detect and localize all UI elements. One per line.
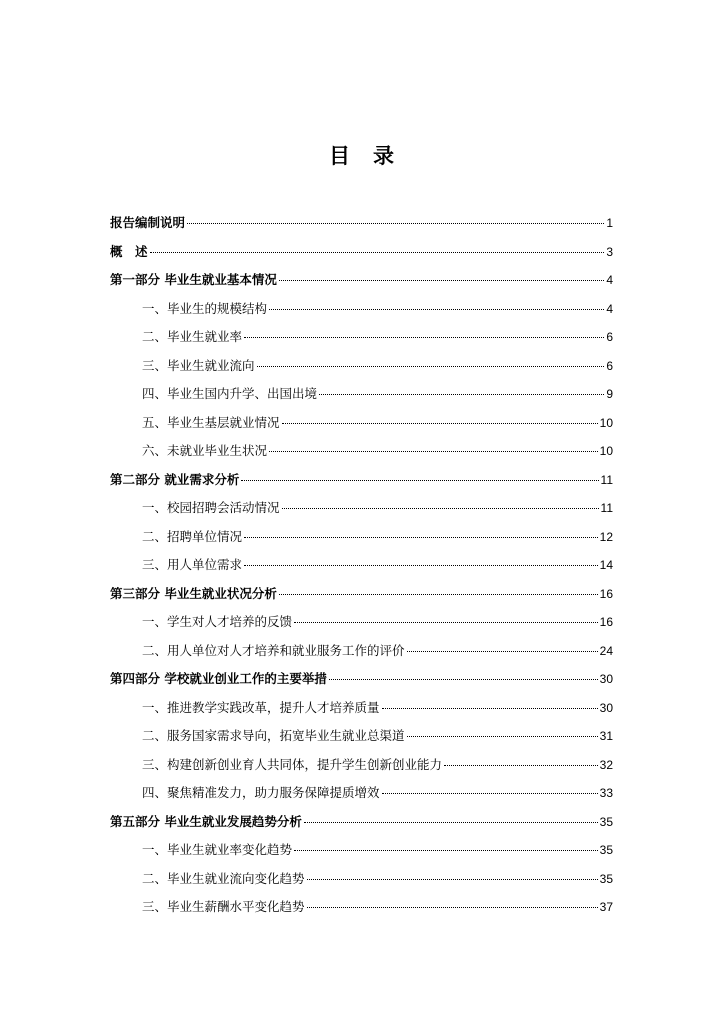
toc-subsection-entry[interactable] [110,409,613,438]
toc-entry-label: 四、聚焦精准发力，助力服务保障提质增效 [142,785,380,800]
toc-dot-leader [307,907,598,908]
toc-entry-label: 一、推进教学实践改革，提升人才培养质量 [142,699,380,715]
toc-dot-leader [257,366,605,367]
toc-entry-label: 三、毕业生薪酬水平变化趋势 [142,899,305,914]
toc-entry-label: 二、服务国家需求导向，拓宽毕业生就业总渠道 [142,728,405,743]
toc-dot-leader [279,594,598,595]
toc-dot-leader [269,451,598,452]
toc-page-number: 37 [599,900,613,914]
toc-subsection-entry[interactable] [110,779,613,808]
toc-page-number: 10 [599,415,613,430]
toc-entry-label: 二、毕业生就业流向变化趋势 [142,870,305,886]
toc-dot-leader [382,708,598,709]
toc-entry-label: 报告编制说明 [110,215,186,230]
toc-entry-label: 第五部分 毕业生就业发展趋势分析 [110,813,302,829]
toc-subsection-entry[interactable] [110,494,613,523]
toc-entry-label: 二、毕业生就业率 [142,329,243,344]
toc-entry-label: 第三部分 毕业生就业状况分析 [110,585,277,601]
toc-page-number: 11 [600,472,613,487]
toc-dot-leader [304,822,598,823]
toc-section-entry[interactable] [110,209,613,238]
toc-page-number: 35 [599,843,613,857]
table-of-contents [110,209,613,922]
toc-subsection-entry[interactable] [110,836,613,865]
toc-dot-leader [244,337,604,338]
toc-entry-label: 三、毕业生就业流向 [142,357,255,373]
toc-subsection-entry[interactable] [110,551,613,580]
toc-entry-label: 一、校园招聘会活动情况 [142,500,280,515]
toc-entry-label: 六、未就业毕业生状况 [142,443,268,458]
toc-entry-label: 三、用人单位需求 [142,557,243,572]
toc-entry-label: 三、构建创新创业育人共同体，提升学生创新创业能力 [142,756,443,772]
toc-dot-leader [307,879,598,880]
toc-subsection-entry[interactable] [110,352,613,381]
page-title: 目 录 [329,143,395,168]
toc-page-number: 14 [599,558,613,572]
toc-subsection-entry[interactable] [110,608,613,637]
toc-page-number: 9 [606,387,613,401]
toc-dot-leader [407,651,598,652]
toc-entry-label: 概 述 [110,243,148,259]
toc-dot-leader [282,423,598,424]
toc-subsection-entry[interactable] [110,380,613,409]
toc-dot-leader [407,736,598,737]
toc-dot-leader [444,765,598,766]
toc-page-number: 11 [600,501,613,515]
toc-page-number: 31 [599,729,613,743]
toc-dot-leader [244,537,598,538]
toc-section-entry[interactable] [110,266,613,295]
toc-subsection-entry[interactable] [110,694,613,723]
toc-subsection-entry[interactable] [110,751,613,780]
toc-page-number: 35 [599,871,613,886]
toc-entry-label: 四、毕业生国内升学、出国出境 [142,386,318,401]
toc-page-number: 4 [606,273,613,287]
toc-dot-leader [244,565,598,566]
toc-dot-leader [150,252,605,253]
toc-subsection-entry[interactable] [110,637,613,666]
toc-page-number: 32 [599,757,613,772]
toc-dot-leader [294,622,598,623]
toc-page-number: 4 [606,301,613,316]
toc-page-number: 35 [599,814,613,829]
toc-section-entry[interactable] [110,238,613,267]
toc-page-number: 16 [599,586,613,601]
toc-entry-label: 一、学生对人才培养的反馈 [142,614,293,629]
toc-dot-leader [269,309,604,310]
toc-entry-label: 第一部分 毕业生就业基本情况 [110,272,277,287]
toc-dot-leader [329,679,598,680]
toc-page-number: 30 [599,700,613,715]
toc-page-number: 12 [599,529,613,544]
toc-page-number: 24 [599,643,613,658]
toc-page-number: 6 [606,358,613,373]
toc-page-number: 33 [599,786,613,800]
toc-entry-label: 一、毕业生的规模结构 [142,300,268,316]
toc-page-number: 1 [606,216,613,230]
toc-page-number: 3 [606,244,613,259]
toc-section-entry[interactable] [110,808,613,837]
toc-dot-leader [319,394,604,395]
toc-subsection-entry[interactable] [110,865,613,894]
toc-dot-leader [187,223,604,224]
toc-dot-leader [282,508,599,509]
toc-page-number: 6 [606,330,613,344]
toc-entry-label: 二、招聘单位情况 [142,528,243,544]
toc-subsection-entry[interactable] [110,323,613,352]
toc-entry-label: 五、毕业生基层就业情况 [142,414,280,430]
toc-subsection-entry[interactable] [110,295,613,324]
toc-entry-label: 二、用人单位对人才培养和就业服务工作的评价 [142,642,405,658]
toc-dot-leader [294,850,598,851]
toc-dot-leader [382,793,598,794]
toc-dot-leader [241,480,598,481]
toc-entry-label: 第二部分 就业需求分析 [110,471,240,487]
toc-section-entry[interactable] [110,580,613,609]
toc-subsection-entry[interactable] [110,893,613,922]
toc-entry-label: 第四部分 学校就业创业工作的主要举措 [110,671,327,686]
toc-entry-label: 一、毕业生就业率变化趋势 [142,842,293,857]
toc-section-entry[interactable] [110,665,613,694]
toc-page-number: 16 [599,615,613,629]
toc-subsection-entry[interactable] [110,722,613,751]
toc-subsection-entry[interactable] [110,523,613,552]
toc-dot-leader [279,280,604,281]
toc-subsection-entry[interactable] [110,437,613,466]
toc-section-entry[interactable] [110,466,613,495]
toc-page-number: 30 [599,672,613,686]
toc-page-number: 10 [599,444,613,458]
